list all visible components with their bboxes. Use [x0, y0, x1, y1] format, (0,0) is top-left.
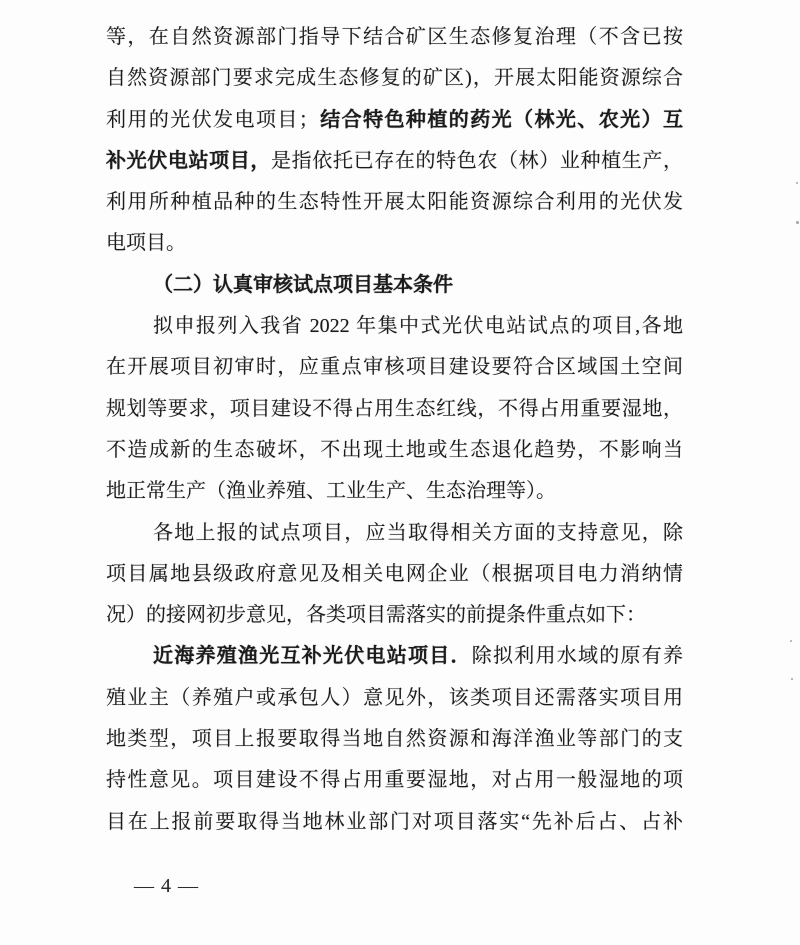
text-segment: 是指依托已存在的特色农（林）业种植生产， [271, 149, 684, 172]
text-line [106, 58, 683, 99]
text-segment: 等，在自然资源部门指导下结合矿区生态修复治理（不含已按 [106, 26, 683, 48]
text-line [106, 182, 683, 223]
text-line [106, 513, 683, 554]
text-segment: 持性意见。项目建设不得占用重要湿地，对占用一般湿地的项 [106, 769, 683, 792]
text-segment: 利用的光伏发电项目； [106, 108, 319, 131]
text-segment: 利用所种植品种的生态特性开展太阳能资源综合利用的光伏发 [106, 191, 683, 214]
text-block [106, 17, 683, 843]
text-line [106, 430, 683, 471]
bold-text-segment: （二）认真审核试点项目基本条件 [153, 273, 453, 296]
bold-text-segment: 结合特色种植的药光（林光、农光）互 [318, 108, 684, 131]
scan-speck [791, 678, 793, 680]
text-line [106, 802, 683, 843]
text-line [106, 636, 683, 677]
text-segment: 地类型，项目上报要取得当地自然资源和海洋渔业等部门的支 [106, 728, 683, 751]
text-line [106, 471, 683, 512]
text-line [106, 554, 683, 595]
scan-speck [796, 182, 798, 184]
text-segment: 项目属地县级政府意见及相关电网企业（根据项目电力消纳情 [106, 562, 683, 585]
text-line [106, 389, 683, 430]
text-line [106, 17, 683, 58]
text-segment: 况）的接网初步意见，各类项目需落实的前提条件重点如下： [106, 604, 646, 627]
text-segment: 除拟利用水域的原有养 [471, 645, 683, 668]
text-segment: 不造成新的生态破坏，不出现土地或生态退化趋势，不影响当 [106, 438, 683, 461]
text-line [106, 306, 683, 347]
text-segment: 各地上报的试点项目，应当取得相关方面的支持意见，除 [153, 521, 683, 544]
text-segment: 地正常生产（渔业养殖、工业生产、生态治理等）。 [106, 480, 556, 503]
text-line [106, 141, 683, 182]
text-segment: 拟申报列入我省 2022 年集中式光伏电站试点的项目,各地 [153, 315, 683, 338]
text-line [106, 595, 683, 636]
bold-text-segment: 补光伏电站项目， [106, 149, 272, 172]
text-segment: 殖业主（养殖户或承包人）意见外，该类项目还需落实项目用 [106, 686, 683, 709]
text-segment: 自然资源部门要求完成生态修复的矿区)，开展太阳能资源综合 [106, 67, 683, 90]
scan-speck [790, 640, 792, 642]
text-segment: 在开展项目初审时，应重点审核项目建设要符合区域国土空间 [106, 356, 683, 379]
text-line [106, 719, 683, 760]
text-segment: 规划等要求，项目建设不得占用生态红线，不得占用重要湿地， [106, 397, 683, 420]
text-line [106, 678, 683, 719]
text-line [106, 347, 683, 388]
scan-speck [796, 221, 799, 224]
text-line [106, 100, 683, 141]
page-number: — 4 — [134, 875, 199, 897]
bold-text-segment: 近海养殖渔光互补光伏电站项目． [153, 645, 472, 668]
text-segment: 目在上报前要取得当地林业部门对项目落实“先补后占、占补 [106, 810, 683, 833]
text-line [106, 265, 683, 306]
text-line [106, 223, 683, 264]
text-line [106, 760, 683, 801]
text-segment: 电项目。 [106, 232, 186, 255]
